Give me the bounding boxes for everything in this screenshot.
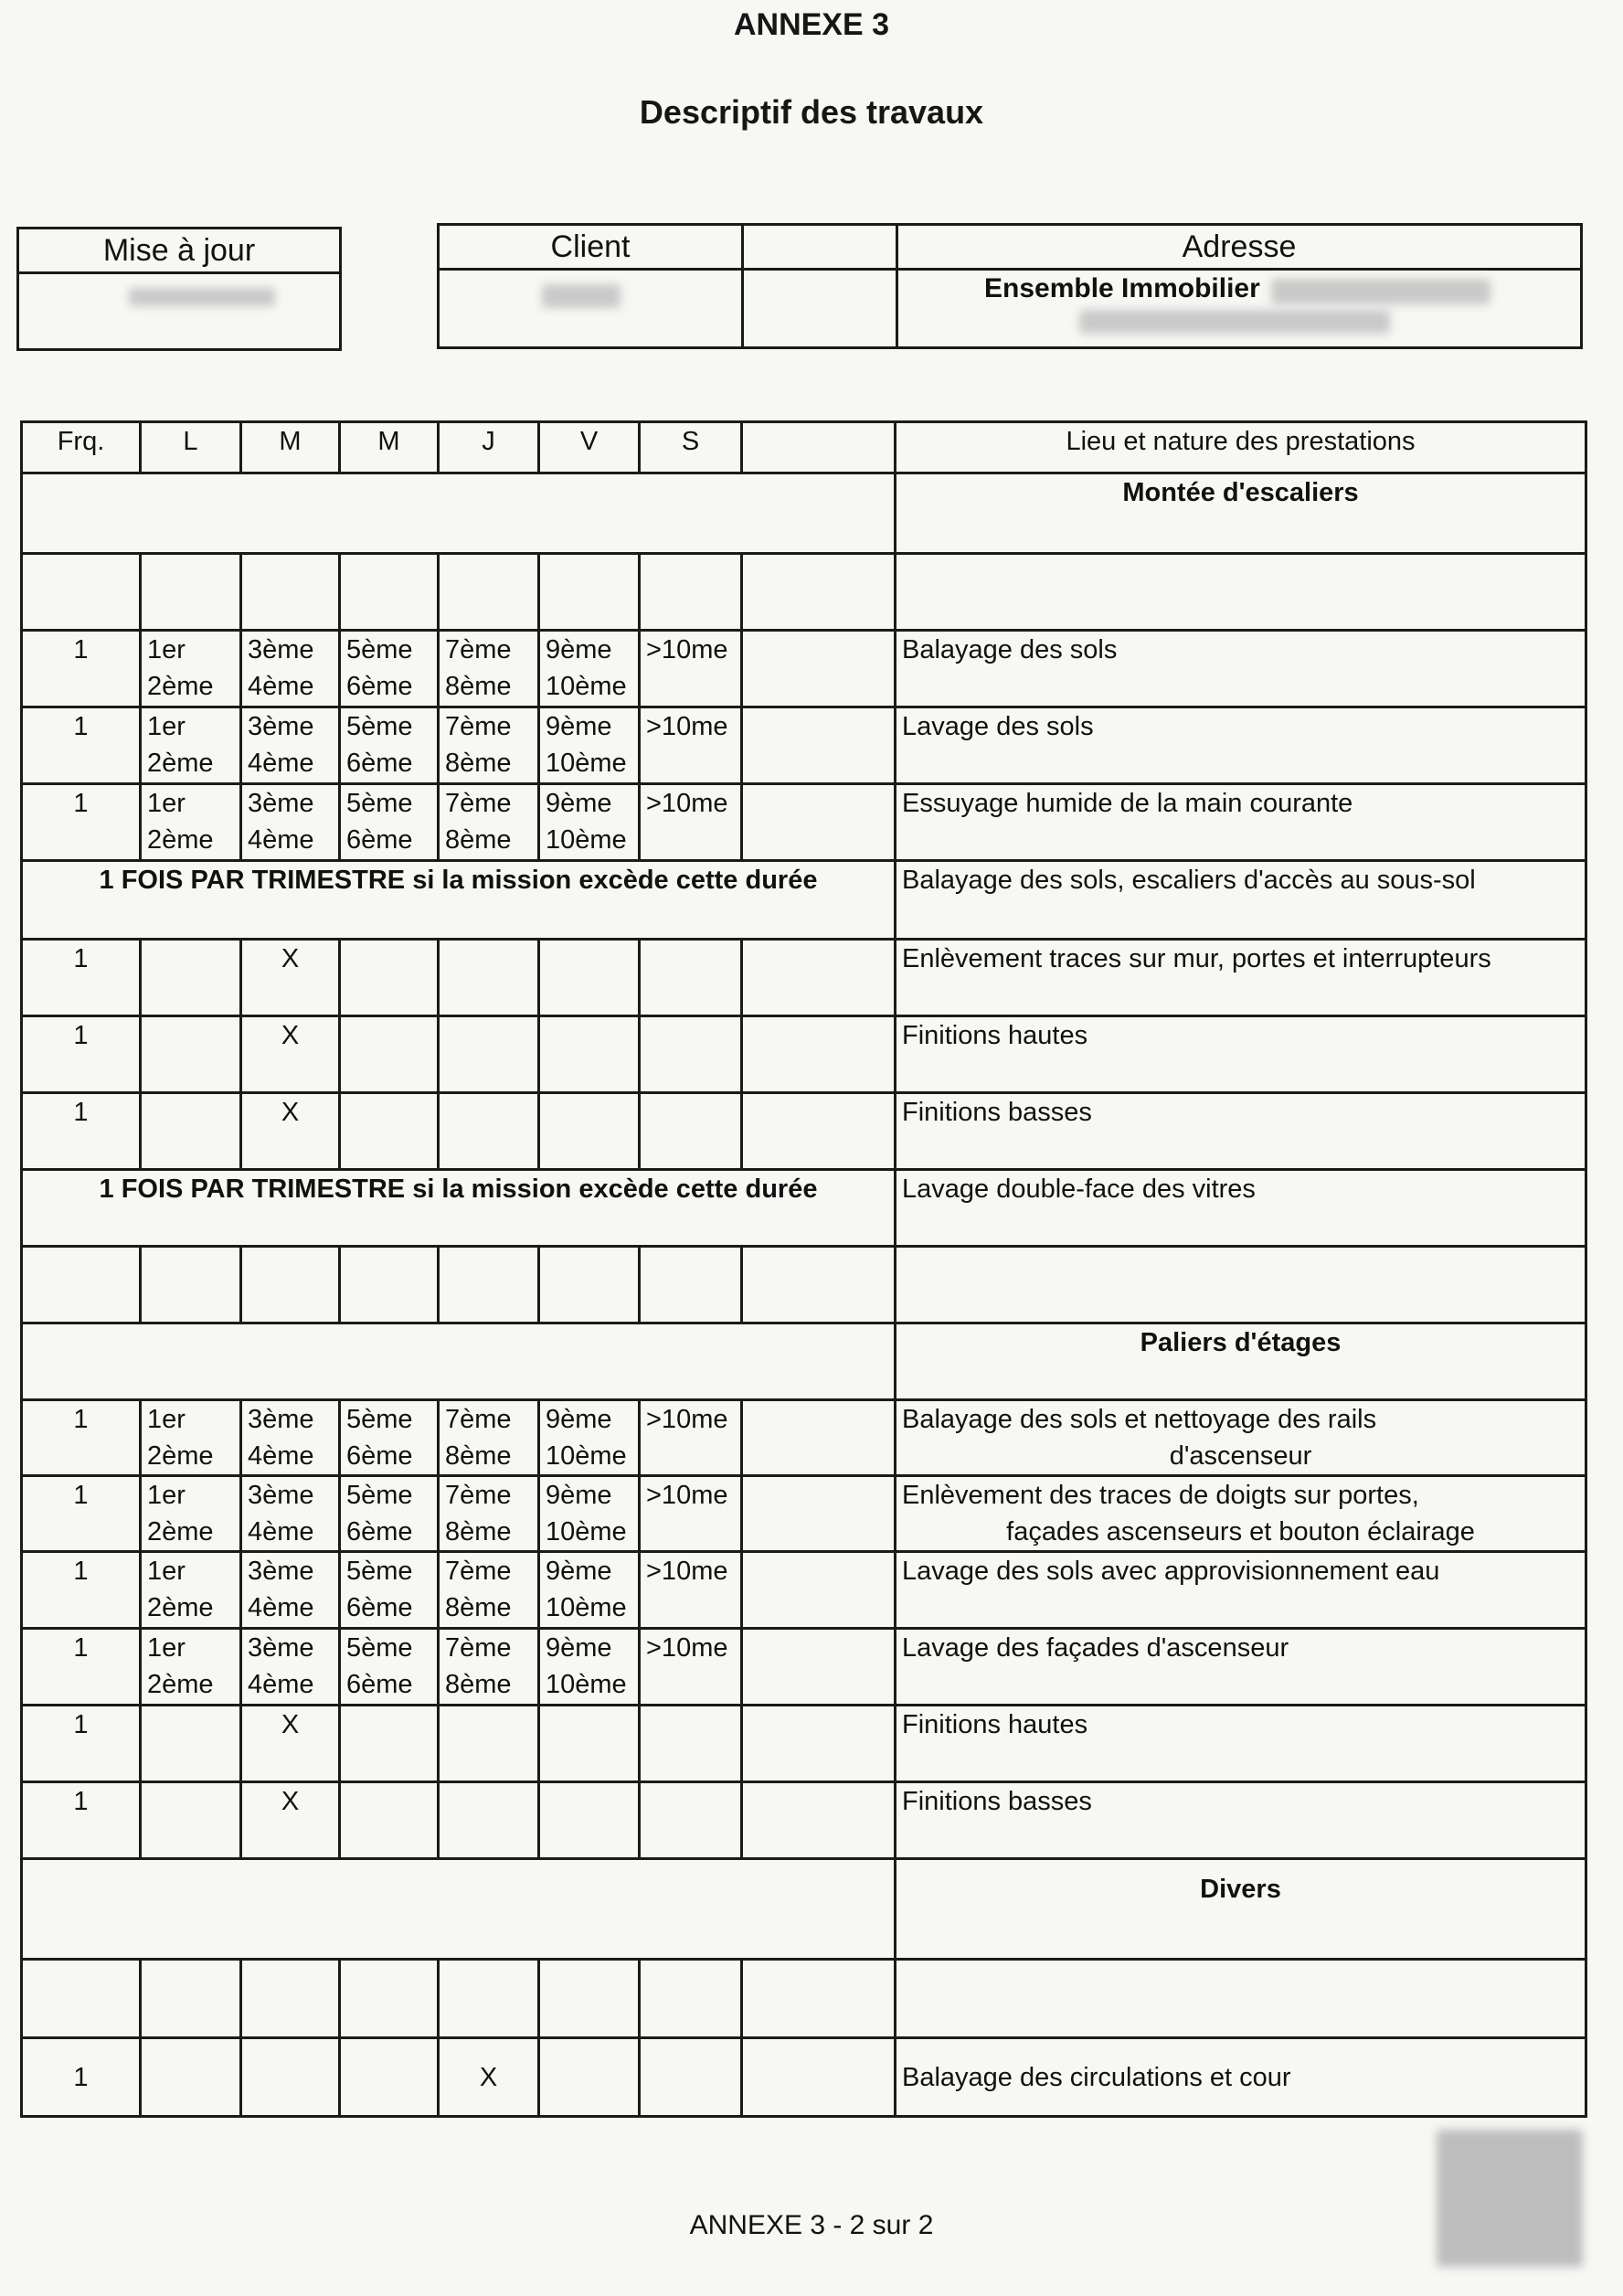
adresse-value: Ensemble Immobilier xyxy=(984,273,1260,303)
redacted-client xyxy=(542,284,621,308)
task-label: Balayage des sols, escaliers d'accès au sous-sol xyxy=(896,861,1586,940)
section-title: Divers xyxy=(896,1859,1586,1960)
col-v: V xyxy=(539,422,640,473)
table-row: 1 1er 2ème 3ème 4ème 5ème 6ème 7ème 8ème 9ème 10ème >10me Enlèvement des traces de doigts sur portes, façades ascenseurs et bouton éclairage xyxy=(22,1476,1586,1552)
col-m: M xyxy=(241,422,340,473)
redacted-address-line1 xyxy=(1271,279,1490,304)
table-row: 1 X Balayage des circulations et cour xyxy=(22,2038,1586,2117)
task-label: Balayage des circulations et cour xyxy=(896,2038,1586,2117)
section-spacer xyxy=(22,1859,896,1960)
task-label: Lavage des sols avec approvisionnement eau xyxy=(896,1552,1586,1629)
x-mark: X xyxy=(241,1706,340,1782)
section-row xyxy=(22,1323,1586,1400)
empty-cell xyxy=(744,226,898,346)
task-label: Essuyage humide de la main courante xyxy=(896,784,1586,861)
redacted-address-line2 xyxy=(1079,310,1390,334)
col-m2: M xyxy=(340,422,439,473)
client-adresse-box xyxy=(437,223,1583,349)
table-row: 1 1er 2ème 3ème 4ème 5ème 6ème 7ème 8ème 9ème 10ème >10me Lavage des façades d'ascenseur xyxy=(22,1629,1586,1706)
empty-row xyxy=(22,1247,1586,1323)
task-label: Finitions hautes xyxy=(896,1706,1586,1782)
redacted-stamp xyxy=(1437,2130,1583,2267)
client-cell xyxy=(440,226,744,346)
task-label: Lavage des façades d'ascenseur xyxy=(896,1629,1586,1706)
table-row: 1 1er 2ème 3ème 4ème 5ème 6ème 7ème 8ème 9ème 10ème >10me Balayage des sols xyxy=(22,631,1586,707)
empty-row xyxy=(22,1960,1586,2038)
table-row xyxy=(22,861,1586,940)
task-label: Lavage double-face des vitres xyxy=(896,1170,1586,1247)
table-row: 1 X Finitions hautes xyxy=(22,1706,1586,1782)
section-row xyxy=(22,1859,1586,1960)
table-row: 1 1er 2ème 3ème 4ème 5ème 6ème 7ème 8ème 9ème 10ème >10me Balayage des sols et nettoyage des rails d'ascenseur xyxy=(22,1400,1586,1476)
mise-a-jour-label: Mise à jour xyxy=(19,229,339,274)
table-row xyxy=(22,1170,1586,1247)
table-row: 1 1er 2ème 3ème 4ème 5ème 6ème 7ème 8ème 9ème 10ème >10me Essuyage humide de la main courante xyxy=(22,784,1586,861)
col-frq: Frq. xyxy=(22,422,141,473)
works-table xyxy=(20,420,1587,2118)
table-row: 1 1er 2ème 3ème 4ème 5ème 6ème 7ème 8ème 9ème 10ème >10me Lavage des sols xyxy=(22,707,1586,784)
task-label: Finitions basses xyxy=(896,1093,1586,1170)
col-blank xyxy=(742,422,896,473)
task-label: Enlèvement traces sur mur, portes et interrupteurs xyxy=(896,940,1586,1016)
trimestre-note: 1 FOIS PAR TRIMESTRE si la mission excède cette durée xyxy=(22,1170,896,1247)
redacted-date xyxy=(129,288,275,306)
empty-row xyxy=(22,554,1586,631)
section-spacer xyxy=(22,1323,896,1400)
x-mark: X xyxy=(439,2038,539,2117)
table-header-row xyxy=(22,422,1586,473)
document-title: Descriptif des travaux xyxy=(639,93,984,131)
table-row: 1 X Finitions basses xyxy=(22,1093,1586,1170)
section-title: Paliers d'étages xyxy=(896,1323,1586,1400)
task-label: Enlèvement des traces de doigts sur portes, façades ascenseurs et bouton éclairage xyxy=(896,1476,1586,1552)
adresse-label: Adresse xyxy=(898,226,1580,271)
x-mark: X xyxy=(241,940,340,1016)
x-mark: X xyxy=(241,1782,340,1859)
table-row: 1 X Enlèvement traces sur mur, portes et interrupteurs xyxy=(22,940,1586,1016)
col-s: S xyxy=(640,422,742,473)
task-label: Finitions basses xyxy=(896,1782,1586,1859)
task-label: Balayage des sols xyxy=(896,631,1586,707)
x-mark: X xyxy=(241,1093,340,1170)
trimestre-note: 1 FOIS PAR TRIMESTRE si la mission excède cette durée xyxy=(22,861,896,940)
x-mark: X xyxy=(241,1016,340,1093)
adresse-cell xyxy=(898,226,1580,346)
client-label: Client xyxy=(440,226,741,271)
col-j: J xyxy=(439,422,539,473)
table-row: 1 X Finitions hautes xyxy=(22,1016,1586,1093)
col-lieu: Lieu et nature des prestations xyxy=(896,422,1586,473)
table-row: 1 1er 2ème 3ème 4ème 5ème 6ème 7ème 8ème 9ème 10ème >10me Lavage des sols avec approvisionnement eau xyxy=(22,1552,1586,1629)
section-title: Montée d'escaliers xyxy=(896,473,1586,554)
mise-a-jour-box xyxy=(16,227,342,351)
task-label: Balayage des sols et nettoyage des rails d'ascenseur xyxy=(896,1400,1586,1476)
page-footer: ANNEXE 3 - 2 sur 2 xyxy=(689,2210,934,2240)
annexe-title: ANNEXE 3 xyxy=(733,7,890,42)
task-label: Finitions hautes xyxy=(896,1016,1586,1093)
col-l: L xyxy=(141,422,241,473)
section-spacer xyxy=(22,473,896,554)
section-row xyxy=(22,473,1586,554)
table-row: 1 X Finitions basses xyxy=(22,1782,1586,1859)
task-label: Lavage des sols xyxy=(896,707,1586,784)
